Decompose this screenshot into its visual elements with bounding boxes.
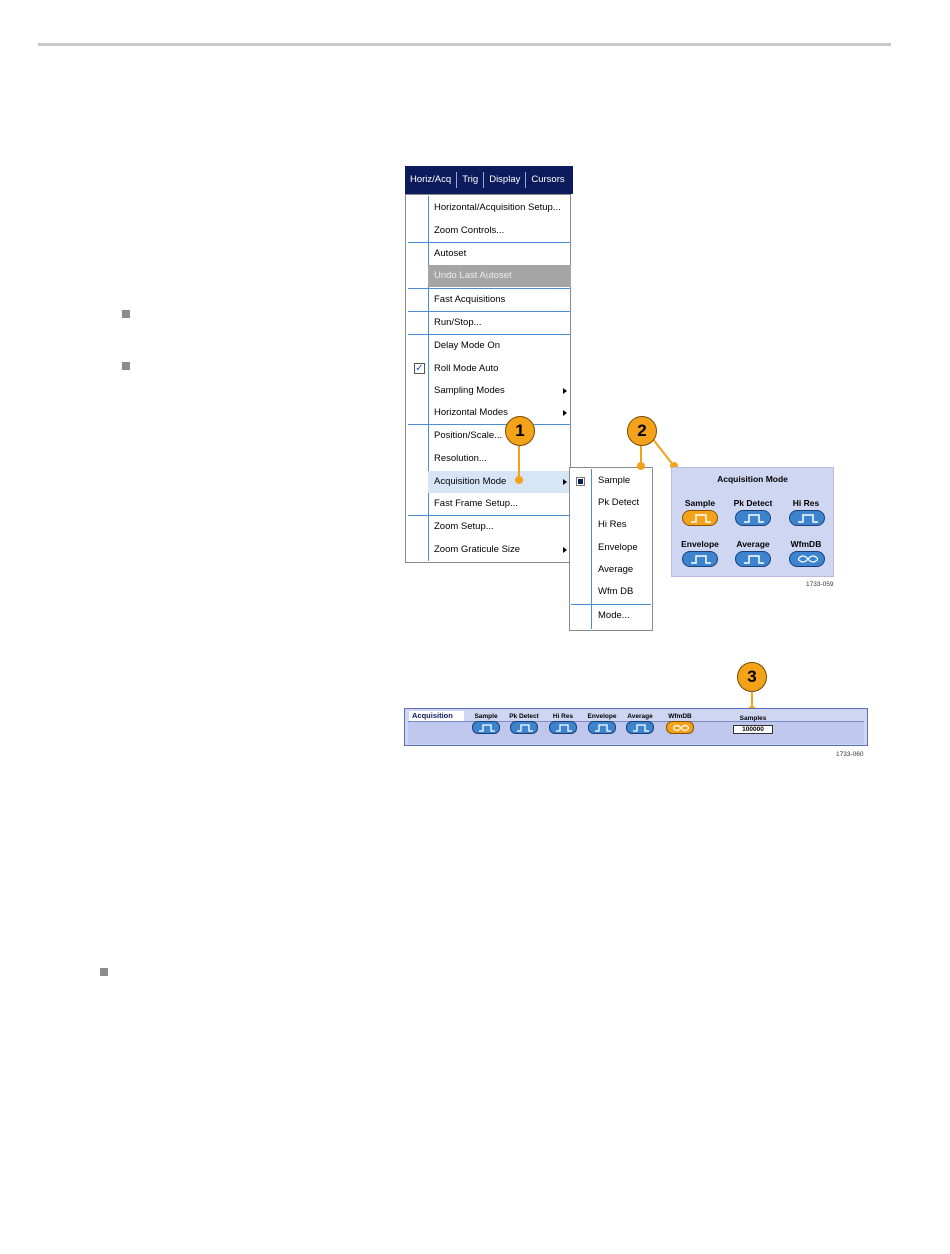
menu-item-acquisition-mode[interactable]	[428, 471, 571, 493]
waveform-icon	[595, 724, 611, 732]
sample-mode-button[interactable]	[682, 510, 718, 526]
waveform-icon	[633, 724, 649, 732]
panel-label-sample: Sample	[684, 498, 716, 508]
submenu-separator	[571, 604, 651, 605]
menu-item-zoom-graticule-size[interactable]	[428, 539, 571, 561]
control-label-pk-detect: Pk Detect	[509, 713, 539, 720]
control-label-wfmdb: WfmDB	[668, 713, 692, 720]
menu-item-autoset[interactable]: Autoset	[434, 248, 467, 259]
menu-item-label: Acquisition Mode	[434, 476, 507, 487]
submenu-item-average[interactable]: Average	[598, 564, 634, 575]
submenu-item-hi-res[interactable]: Hi Res	[598, 519, 627, 530]
hi-res-mode-button[interactable]	[789, 510, 825, 526]
panel-title: Acquisition Mode	[717, 474, 788, 484]
submenu-arrow-icon	[563, 410, 567, 416]
menu-item-horizontal-modes[interactable]	[428, 402, 571, 424]
figure-id: 1733-059	[806, 581, 834, 588]
menu-item-undo-last-autoset: Undo Last Autoset	[428, 265, 571, 287]
callout-2: 2	[627, 416, 657, 446]
control-envelope-button[interactable]	[588, 721, 616, 734]
wfmdb-icon	[798, 555, 818, 564]
envelope-mode-button[interactable]	[682, 551, 718, 567]
menu-display[interactable]: Display	[484, 172, 526, 188]
waveform-icon	[744, 514, 764, 523]
waveform-icon	[691, 555, 711, 564]
menu-bar	[405, 166, 573, 194]
callout-1: 1	[505, 416, 535, 446]
panel-label-envelope: Envelope	[681, 539, 719, 549]
submenu-item-pk-detect[interactable]: Pk Detect	[598, 497, 640, 508]
waveform-icon	[479, 724, 495, 732]
submenu-arrow-icon	[563, 388, 567, 394]
menu-cursors[interactable]: Cursors	[531, 174, 565, 185]
roll-mode-checkbox[interactable]: ✓	[415, 363, 424, 374]
horiz-acq-dropdown	[405, 194, 571, 563]
panel-label-hi-res: Hi Res	[792, 498, 820, 508]
wfmdb-mode-button[interactable]	[789, 551, 825, 567]
figure-id: 1733-060	[836, 751, 864, 758]
samples-label: Samples	[739, 715, 767, 722]
submenu-arrow-icon	[563, 479, 567, 485]
menu-item-label: Zoom Graticule Size	[434, 544, 521, 555]
callout-target-dot	[515, 476, 523, 484]
panel-label-pk-detect: Pk Detect	[733, 498, 773, 508]
control-label-sample: Sample	[474, 713, 498, 720]
control-average-button[interactable]	[626, 721, 654, 734]
acquisition-mode-panel	[671, 467, 834, 577]
waveform-icon	[556, 724, 572, 732]
menu-item-fast-acquisitions[interactable]: Fast Acquisitions	[434, 294, 506, 305]
panel-label-average: Average	[736, 539, 770, 549]
menu-item-sampling-modes[interactable]	[428, 380, 571, 402]
pk-detect-mode-button[interactable]	[735, 510, 771, 526]
samples-input[interactable]: 100000	[733, 725, 773, 734]
callout-leader	[518, 446, 520, 479]
callout-3: 3	[737, 662, 767, 692]
menu-item-resolution[interactable]: Resolution...	[434, 453, 487, 464]
menu-item-run-stop[interactable]: Run/Stop...	[434, 317, 482, 328]
submenu-gutter	[571, 469, 592, 629]
menu-item-zoom-controls[interactable]: Zoom Controls...	[434, 225, 505, 236]
acquisition-mode-submenu	[569, 467, 653, 631]
menu-item-roll-mode-auto[interactable]: Roll Mode Auto	[434, 363, 499, 374]
menu-horiz-acq[interactable]: Horiz/Acq	[405, 172, 457, 188]
menu-item-zoom-setup[interactable]: Zoom Setup...	[434, 521, 494, 532]
selected-mode-radio	[576, 477, 585, 486]
menu-gutter	[407, 196, 429, 561]
menu-trig[interactable]: Trig	[457, 172, 484, 188]
acquisition-tab[interactable]: Acquisition	[409, 711, 464, 721]
control-pk-detect-button[interactable]	[510, 721, 538, 734]
menu-item-position-scale[interactable]: Position/Scale...	[434, 430, 503, 441]
waveform-icon	[691, 514, 711, 523]
menu-item-fast-frame-setup[interactable]: Fast Frame Setup...	[434, 498, 518, 509]
menu-item-label: Horizontal Modes	[434, 407, 508, 418]
bullet-marker	[122, 362, 130, 370]
submenu-item-mode[interactable]: Mode...	[598, 610, 630, 621]
control-label-envelope: Envelope	[587, 713, 617, 720]
callout-target-dot	[637, 462, 645, 470]
panel-label-wfmdb: WfmDB	[790, 539, 822, 549]
submenu-item-sample[interactable]: Sample	[598, 475, 631, 486]
menu-item-delay-mode-on[interactable]: Delay Mode On	[434, 340, 501, 351]
wfmdb-icon	[673, 724, 689, 732]
page-rule	[38, 43, 891, 46]
menu-item-label: Sampling Modes	[434, 385, 505, 396]
control-wfmdb-button[interactable]	[666, 721, 694, 734]
waveform-icon	[798, 514, 818, 523]
control-label-hi-res: Hi Res	[552, 713, 574, 720]
average-mode-button[interactable]	[735, 551, 771, 567]
control-hi-res-button[interactable]	[549, 721, 577, 734]
submenu-item-envelope[interactable]: Envelope	[598, 542, 638, 553]
bullet-marker	[100, 968, 108, 976]
waveform-icon	[517, 724, 533, 732]
control-label-average: Average	[627, 713, 653, 720]
control-sample-button[interactable]	[472, 721, 500, 734]
submenu-item-wfm-db[interactable]: Wfm DB	[598, 586, 634, 597]
menu-item-horizontal-acquisition-setup[interactable]: Horizontal/Acquisition Setup...	[434, 202, 561, 213]
submenu-arrow-icon	[563, 547, 567, 553]
bullet-marker	[122, 310, 130, 318]
waveform-icon	[744, 555, 764, 564]
